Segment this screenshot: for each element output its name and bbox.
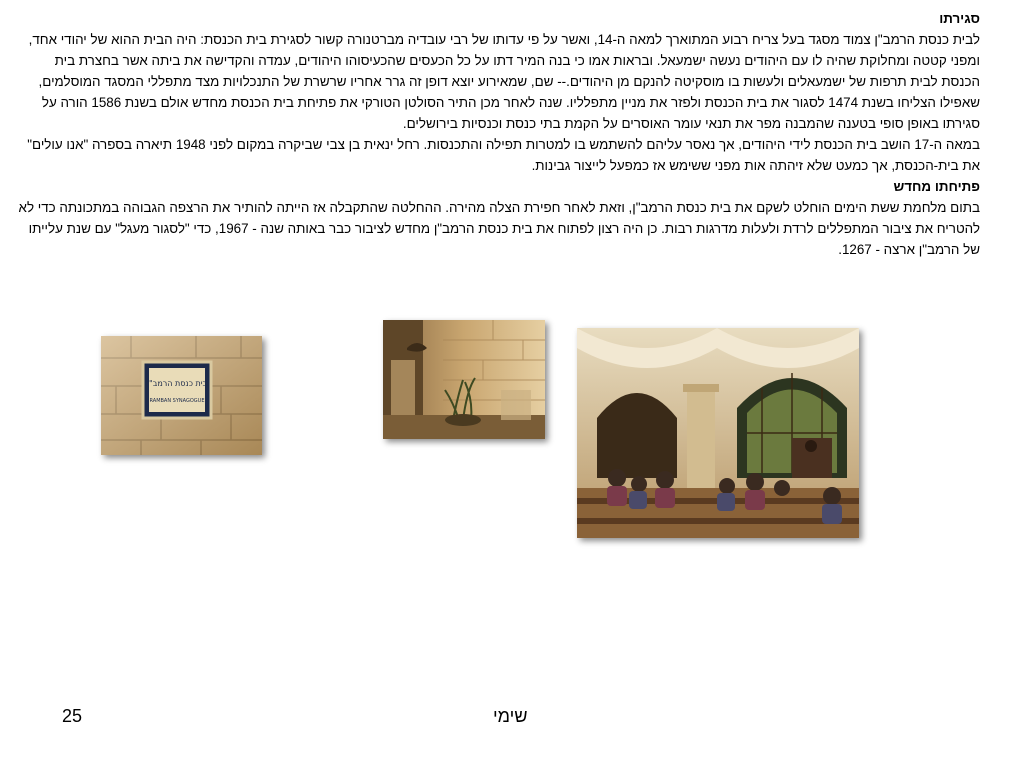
sign-text-english: RAMBAN SYNAGOGUE	[149, 398, 205, 404]
section-heading-closure: סגירתו	[939, 11, 980, 26]
sign-text-hebrew: בית כנסת הרמב"ן	[146, 379, 208, 388]
paragraph-closure-2: במאה ה-17 הושב בית הכנסת לידי היהודים, אך נאסר עליהם להשתמש בו למטרות תפילה והתכנסות. רחל ינאית בן צבי שביקרה במקום לפני 1948 תיארה בספרה "אנו עולים" את בית-הכנסת, אך כמעט שלא זיהתה אות מפני ששימש אז כמפעל לייצור גבינות.	[27, 137, 980, 173]
photo-synagogue-sign	[101, 336, 262, 455]
paragraph-reopening-1: בתום מלחמת ששת הימים הוחלט לשקם את בית כנסת הרמב"ן, וזאת לאחר חפירת הצלה מהירה. ההחלטה שהתקבלה אז הייתה להותיר את הרצפה הגבוהה במתכונתה כדי לא להטריח את ציבור המתפללים לרדת ולעלות מדרגות רבות. כן היה רצון לפתוח את בית כנסת הרמב"ן מחדש לציבור כבר באותה שנה - 1967, כדי "לסגור מעגל" עם שנת עלייתו של הרמב"ן ארצה - 1267.	[18, 200, 980, 257]
photo-courtyard	[383, 320, 545, 439]
photo-synagogue-interior	[577, 328, 859, 538]
footer-author: שימי	[493, 706, 528, 726]
paragraph-closure-1: לבית כנסת הרמב"ן צמוד מסגד בעל צריח רבוע המתוארך למאה ה-14, ואשר על פי עדותו של רבי עובדיה מברטנורה קשור לסגירת בית הכנסת: היה הבית ההוא של יהודי אחד, ומפני קטטה ומחלוקת שהיה לו עם היהודים נעשה ישמעאל. ובראות אמו כי בנה המיר דתו על כל הכעסים שהכעיסוהו היהודים, עמדה והקדישה את ביתה אשר בחצרת בית הכנסת לבית תרפות של ישמעאלים ולעשות בו מוסקיטה להנקם מן היהודים.-- שם, שמאירוע יוצא דופן זה גרר אחריו שרשרת של התנכלויות מצד מתפללי המסגד המוסלמים, שאפילו הצליחו בשנת 1474 לסגור את בית הכנסת ולפזר את מניין מתפלליו. שנה לאחר מכן התיר הסולטן הטורקי את פתיחת בית הכנסת מחדש אולם בשנת 1586 הורה על סגירתו באופן סופי בטענה שהמבנה מפר את תנאי עומר האוסרים על הקמת בתי כנסת וכנסיות בירושלים.	[28, 32, 980, 131]
body-text	[14, 8, 980, 260]
page-number: 25	[62, 706, 83, 726]
section-heading-reopening: פתיחתו מחדש	[893, 179, 980, 194]
